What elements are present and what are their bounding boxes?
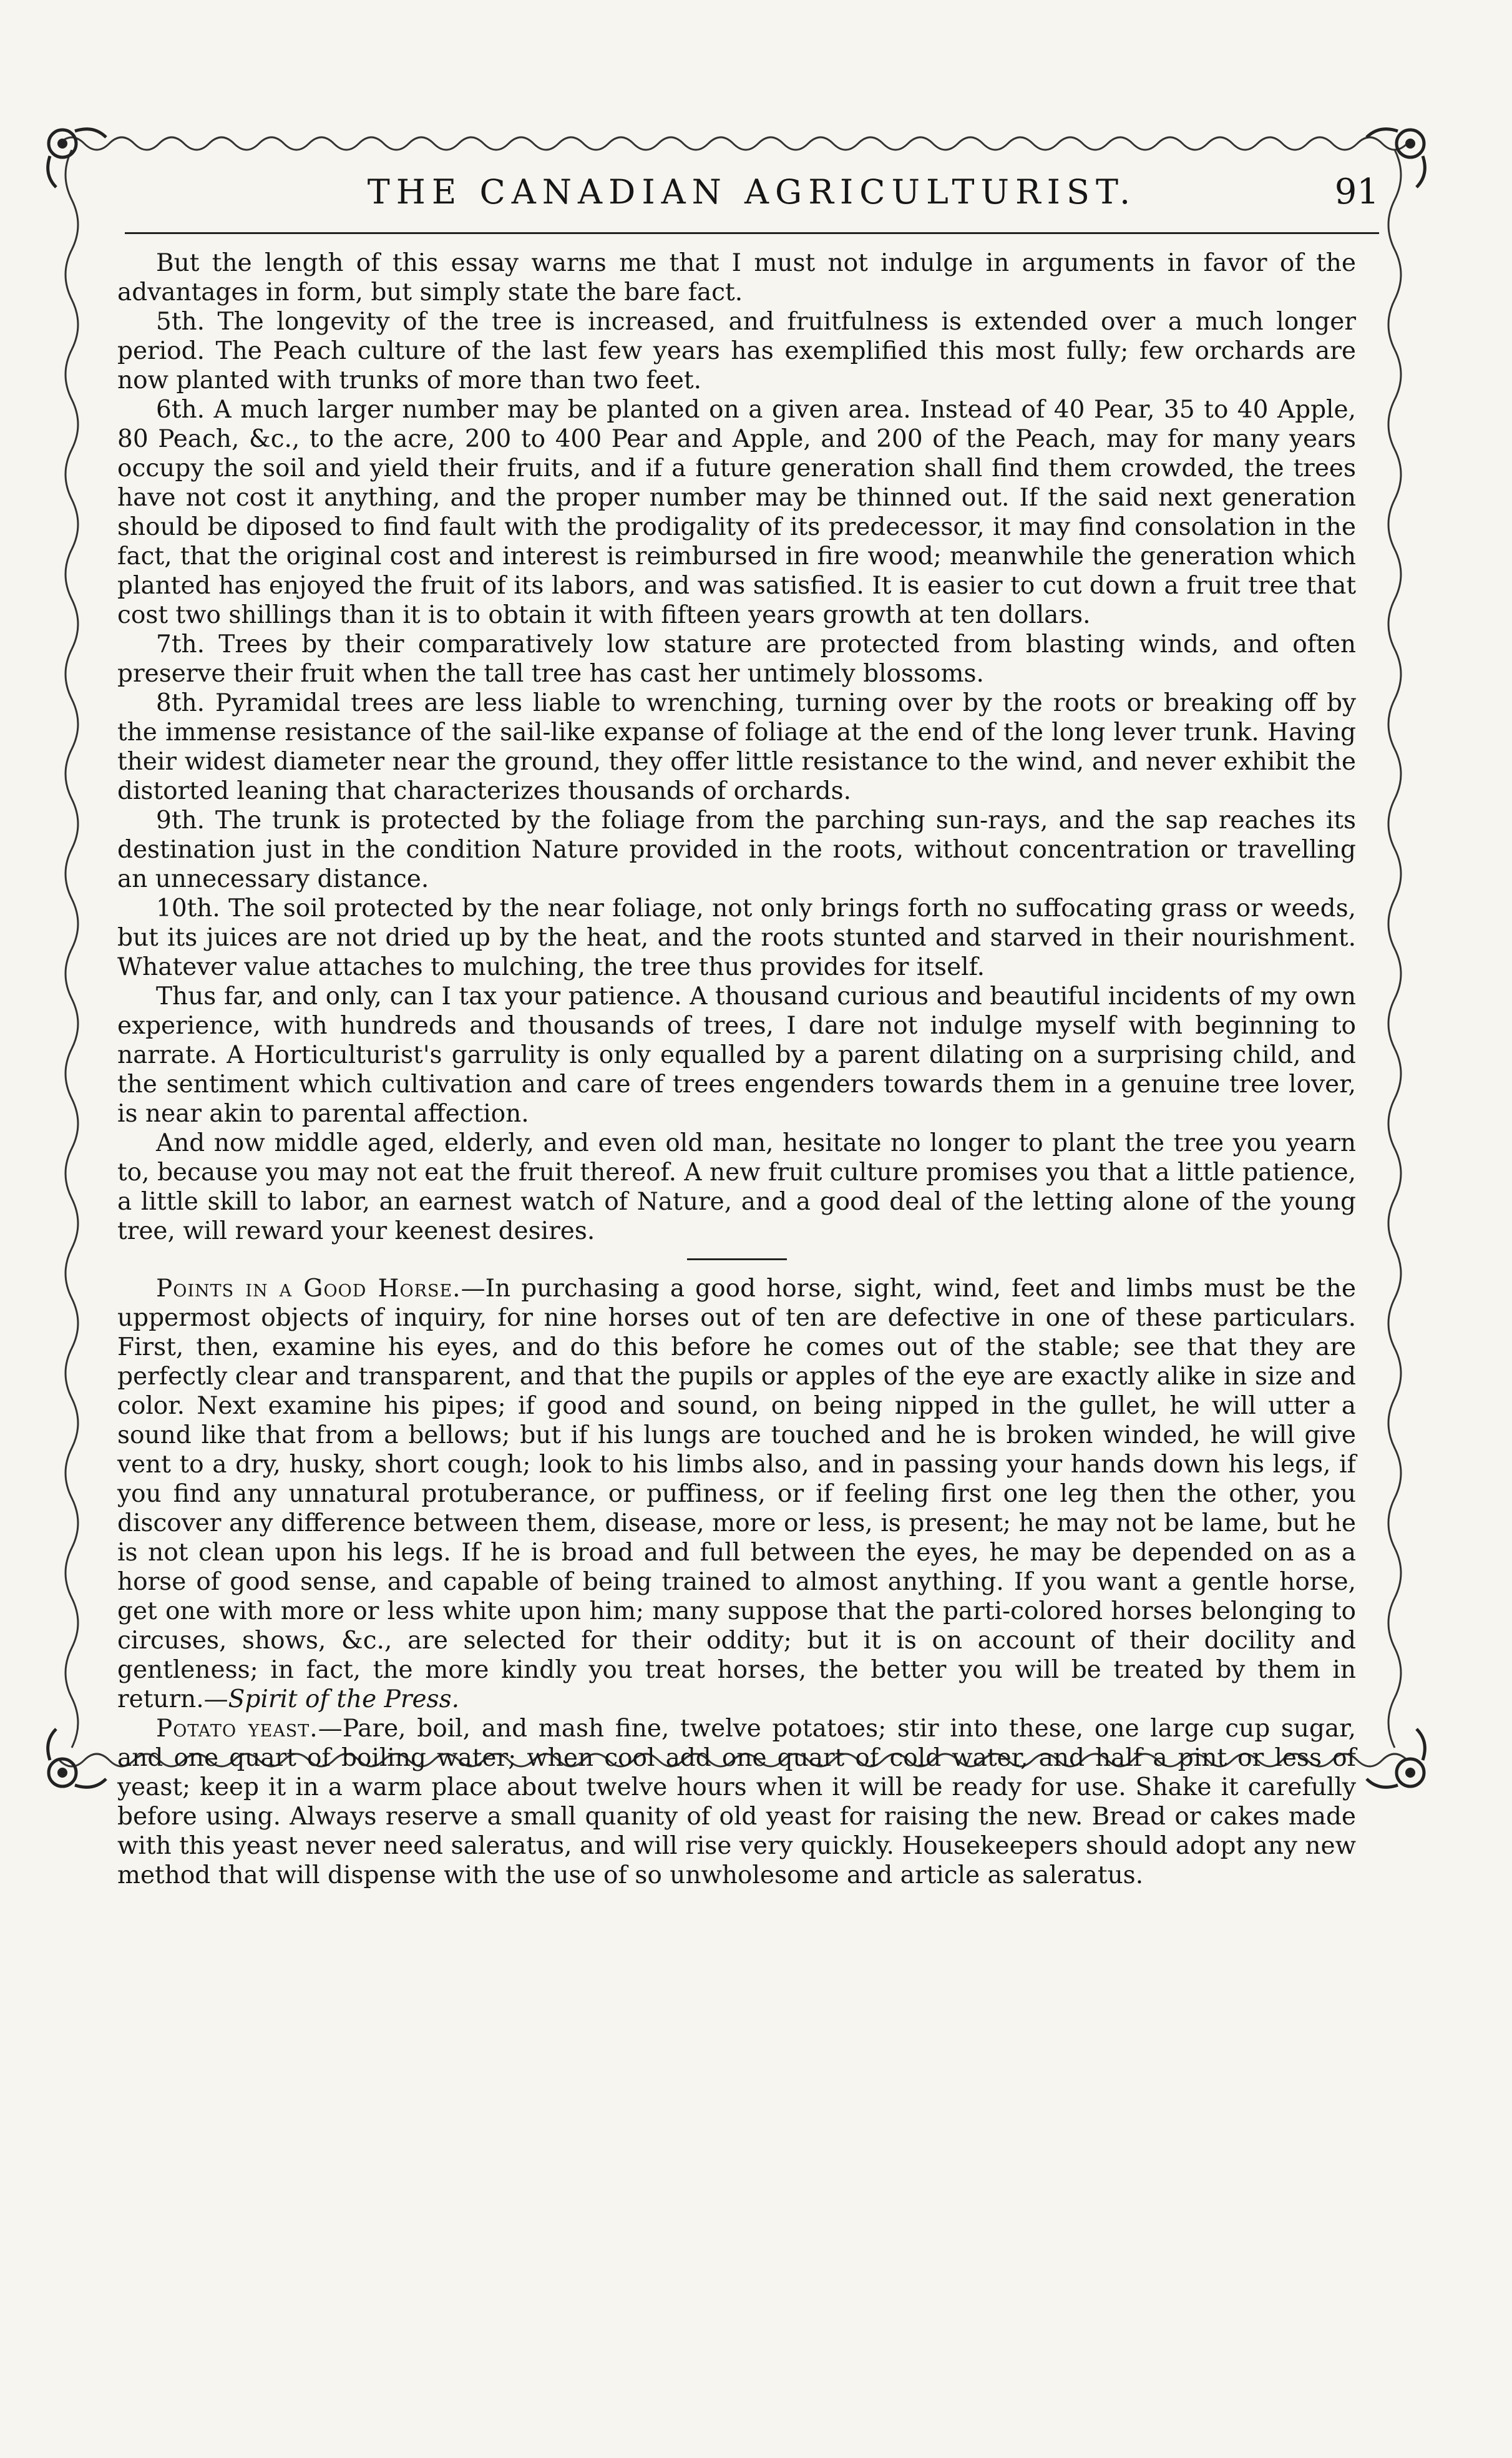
ornament-left-border [44, 150, 100, 1754]
section-separator [687, 1258, 787, 1260]
journal-title: THE CANADIAN AGRICULTURIST. [367, 172, 1137, 212]
article-body [117, 248, 1356, 1890]
ornament-right-border [1360, 150, 1429, 1754]
ornament-top-border [59, 125, 1413, 156]
header-rule [125, 232, 1379, 234]
ornament-corner-bottom-right-icon [1360, 1723, 1435, 1798]
paragraph: Thus far, and only, can I tax your patience. A thousand curious and beautiful incidents of my own experience, with hundreds and thousands of trees, I dare not indulge myself with beginning to narrate. A Horticulturist's garrulity is only equalled by a parent dilating on a surprising child, and the sentiment which cultivation and care of trees engenders towards them in a genuine tree lover, is near akin to parental affection. [117, 982, 1356, 1128]
yeast-body: —Pare, boil, and mash fine, twelve potatoes; stir into these, one large cup sugar, and one quart of boiling water; when cool add one quart of cold water, and half a pint or less of yeast; keep it in a warm place about twelve hours when it will be ready for use. Shake it carefully before using. Always reserve a small quanity of old yeast for raising the new. Bread or cakes made with this yeast never need saleratus, and will rise very quickly. Housekeepers should adopt any new method that will dispense with the use of so unwholesome and article as saleratus. [117, 1715, 1357, 1889]
running-header [125, 167, 1379, 230]
paragraph: But the length of this essay warns me that I must not indulge in arguments in favor of the advantages in form, but simply state the bare fact. [117, 249, 1356, 306]
paragraph: 5th. The longevity of the tree is increased, and fruitfulness is extended over a much longer period. The Peach culture of the last few years has exemplified this most fully; few orchards are now planted with trunks of more than two feet. [117, 308, 1356, 394]
horse-body: —In purchasing a good horse, sight, wind, feet and limbs must be the uppermost objects of inquiry, for nine horses out of ten are defective in one of these particulars. First, then, examine his eyes, and do this before he comes out of the stable; see that they are perfectly clear and transparent, and that the pupils or apples of the eye are exactly alike in size and color. Next examine his pipes; if good and sound, on being nipped in the gullet, he will utter a sound like that from a bellows; but if his lungs are touched and he is broken winded, he will give vent to a dry, husky, short cough; look to his limbs also, and in passing your hands down his legs, if you find any unnatural protuberance, or puffiness, or if feeling first one leg then the other, you discover any difference between them, disease, more or less, is present; he may not be lame, but he is not clean upon his legs. If he is broad and full between the eyes, he may be depended on as a horse of good sense, and capable of being trained to almost anything. If you want a gentle horse, get one with more or less white upon him; many suppose that the parti-colored horses belonging to circuses, shows, &c., are selected for their oddity; but it is on account of their docility and gentleness; in fact, the more kindly you treat horses, the better you will be treated by them in return.— [117, 1275, 1356, 1713]
yeast-heading: Potato yeast. [156, 1715, 318, 1743]
paragraph: 7th. Trees by their comparatively low stature are protected from blasting winds, and often preserve their fruit when the tall tree has cast her untimely blossoms. [117, 630, 1356, 688]
paragraph: 8th. Pyramidal trees are less liable to wrenching, turning over by the roots or breaking off by the immense resistance of the sail-like expanse of foliage at the end of the long lever trunk. Having their widest diameter near the ground, they offer little resistance to the wind, and never exhibit the distorted leaning that characterizes thousands of orchards. [117, 689, 1356, 805]
ornament-corner-bottom-left-icon [37, 1723, 112, 1798]
paragraph: And now middle aged, elderly, and even old man, hesitate no longer to plant the tree you yearn to, because you may not eat the fruit thereof. A new fruit culture promises you that a little patience, a little skill to labor, an earnest watch of Nature, and a good deal of the letting alone of the young tree, will reward your keenest desires. [117, 1129, 1356, 1245]
page-number: 91 [1334, 172, 1379, 212]
paragraph: 9th. The trunk is protected by the foliage from the parching sun-rays, and the sap reaches its destination just in the condition Nature provided in the roots, without concentration or travelling an unnecessary distance. [117, 806, 1356, 893]
paragraph: 10th. The soil protected by the near foliage, not only brings forth no suffocating grass or weeds, but its juices are not dried up by the heat, and the roots stunted and starved in their nourishment. Whatever value attaches to mulching, the tree thus provides for itself. [117, 894, 1356, 981]
paragraph: 6th. A much larger number may be planted on a given area. Instead of 40 Pear, 35 to 40 Apple, 80 Peach, &c., to the acre, 200 to 400 Pear and Apple, and 200 of the Peach, may for many years occupy the soil and yield their fruits, and if a future generation shall find them crowded, the trees have not cost it anything, and the proper number may be thinned out. If the said next generation should be diposed to find fault with the prodigality of its predecessor, it may find consolation in the fact, that the original cost and interest is reimbursed in fire wood; meanwhile the generation which planted has enjoyed the fruit of its labors, and was satisfied. It is easier to cut down a fruit tree that cost two shillings than it is to obtain it with fifteen years growth at ten dollars. [117, 396, 1356, 629]
ornament-corner-top-left-icon [37, 119, 112, 193]
yeast-article [117, 1714, 1356, 1890]
horse-source: Spirit of the Press. [228, 1685, 459, 1713]
horse-article [117, 1274, 1356, 1714]
horse-heading: Points in a Good Horse. [156, 1275, 461, 1303]
